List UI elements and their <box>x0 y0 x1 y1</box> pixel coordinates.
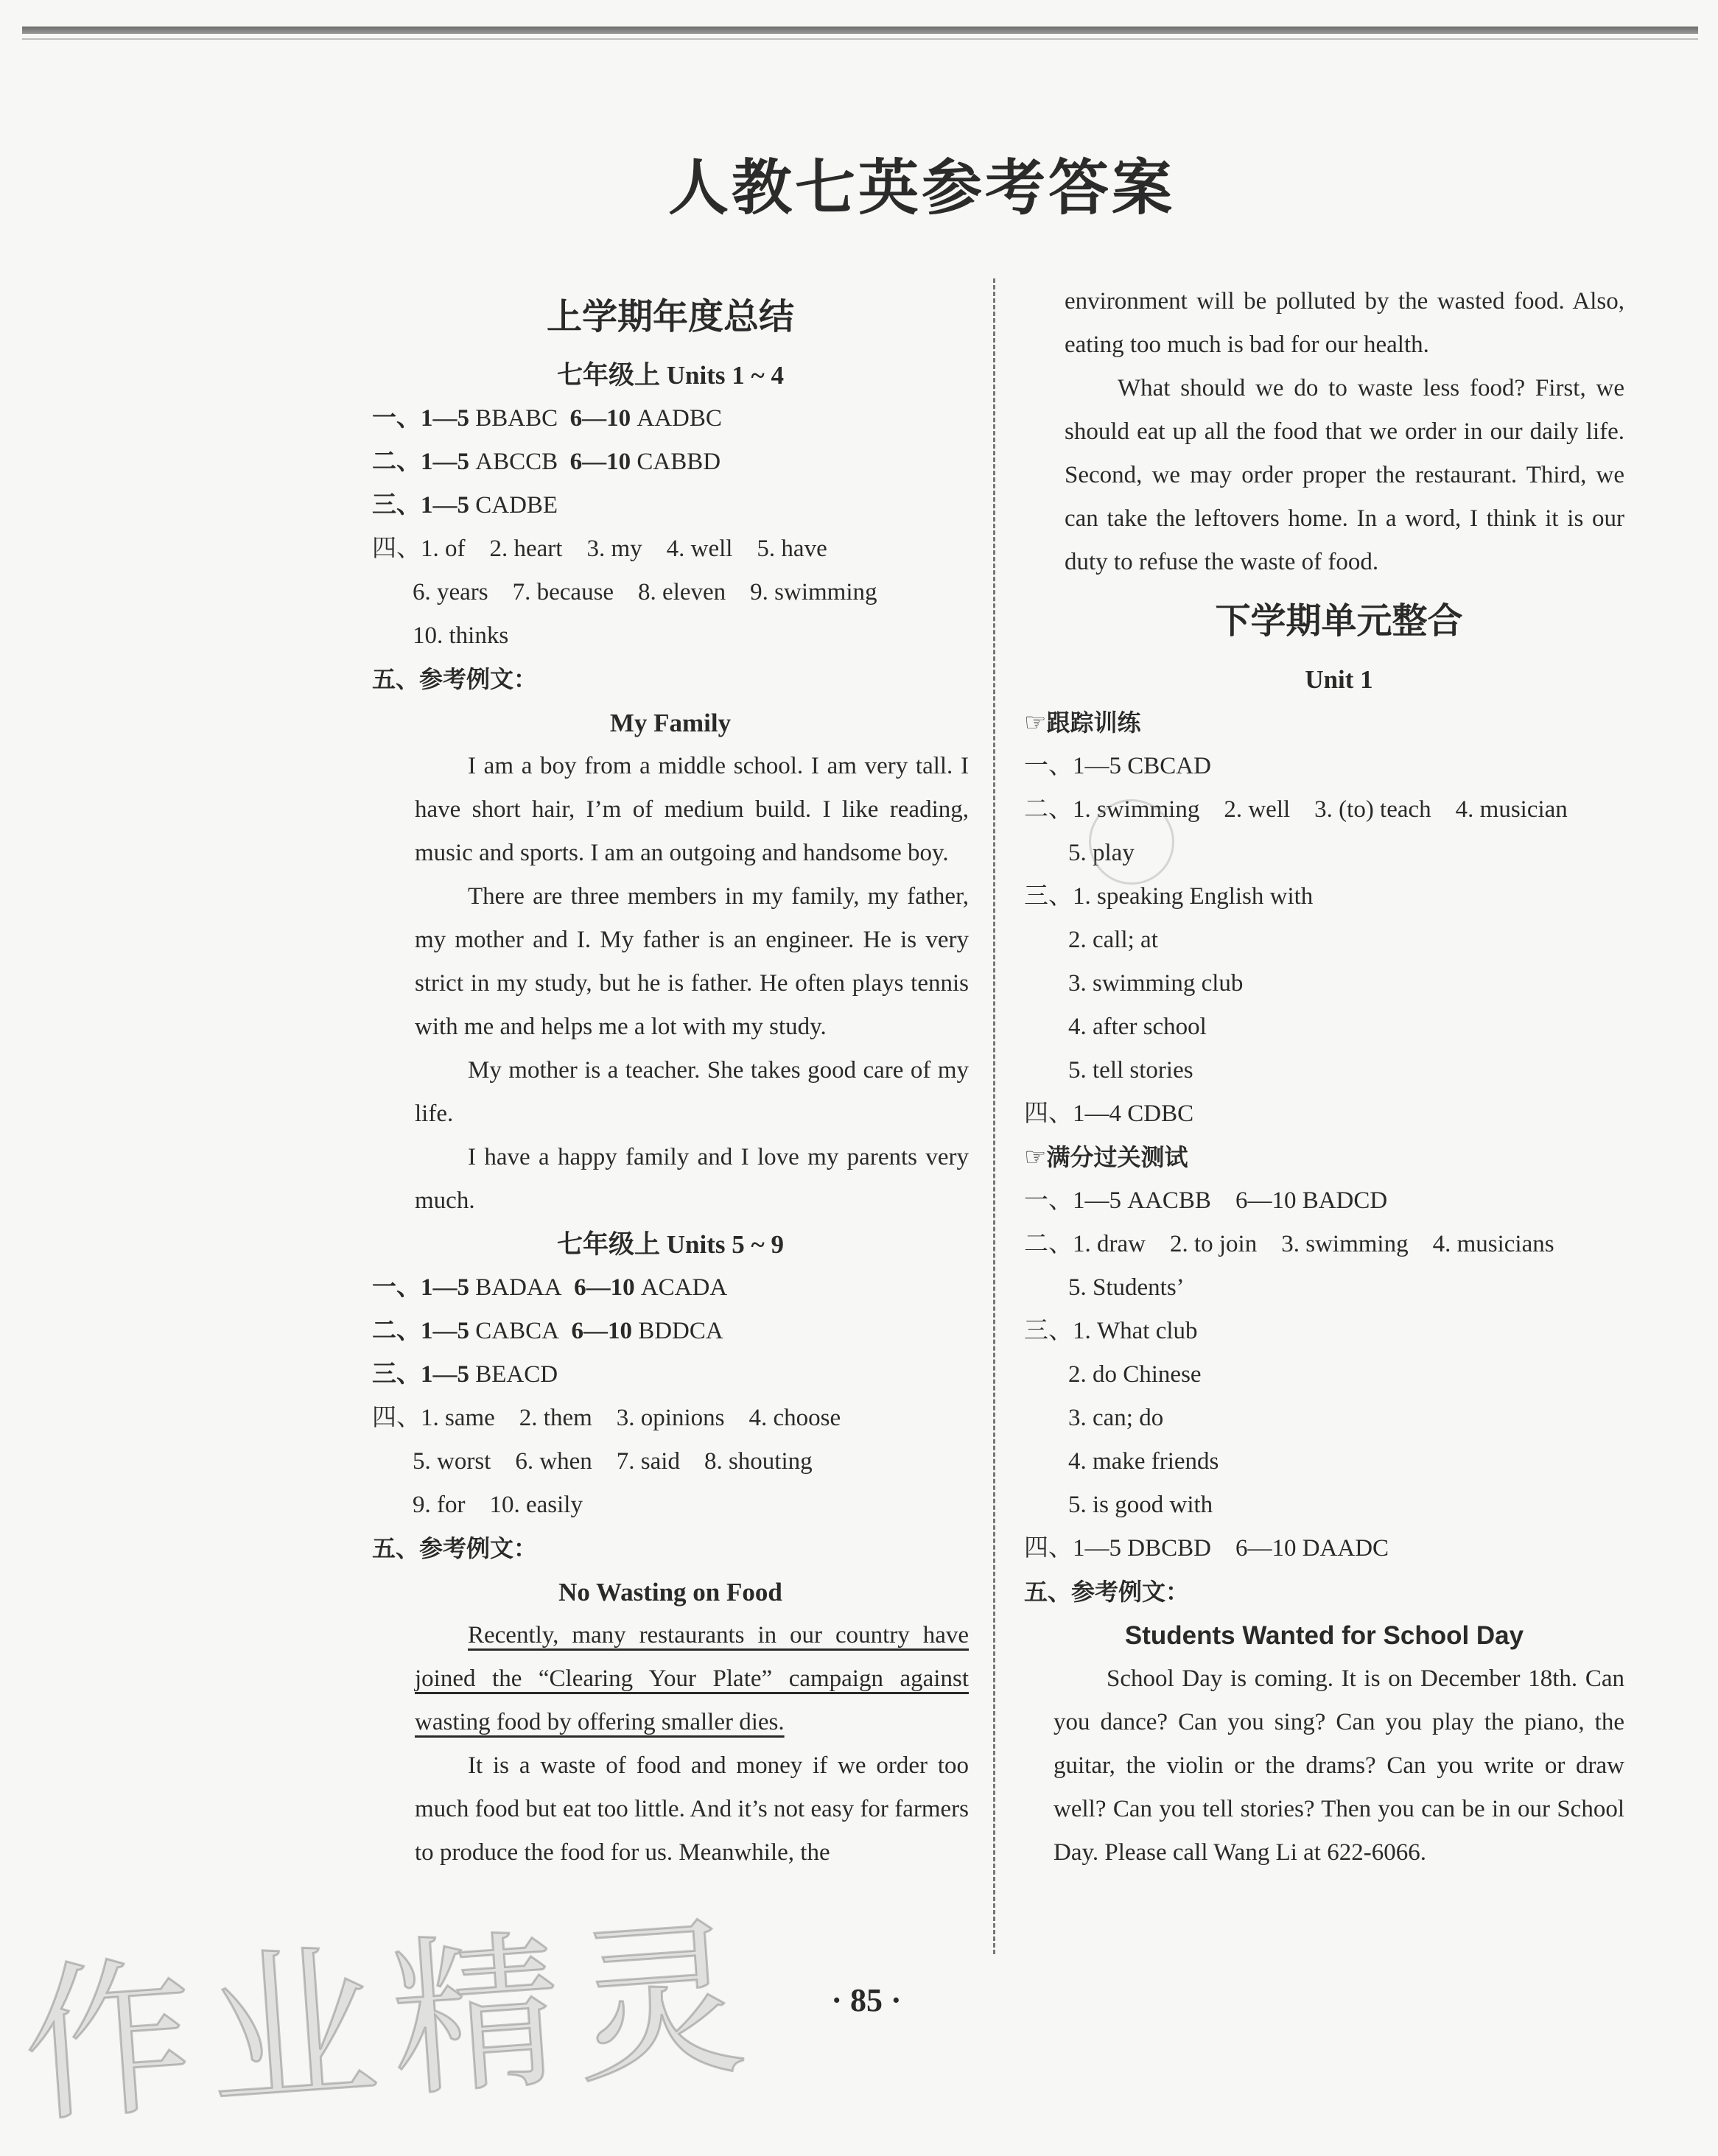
answer-line: 三、1. What club <box>1024 1318 1198 1344</box>
essay-paragraph: I am a boy from a middle school. I am very tall. I have short hair, I’m of medium build. I like reading, music and sports. I am an outgoing and handsome boy. <box>415 753 969 866</box>
answer-line: 三、1—5 BEACD <box>372 1361 558 1388</box>
essay-title-my-family: My Family <box>609 709 732 737</box>
answer-line: 一、1—5 BBABC 6—10 AADBC <box>372 405 722 432</box>
answer-line: 5. is good with <box>1068 1492 1213 1518</box>
pointing-hand-icon: ☞ <box>1024 1142 1047 1172</box>
essay-body <box>1024 1657 1624 1875</box>
essay-label: 五、参考例文： <box>1024 1578 1190 1606</box>
answer-line: 2. do Chinese <box>1068 1361 1202 1388</box>
answer-line: 5. worst 6. when 7. said 8. shouting <box>413 1448 813 1475</box>
column-divider <box>993 278 995 1954</box>
answer-line: 一、1—5 AACBB 6—10 BADCD <box>1024 1187 1388 1214</box>
page-number: · 85 · <box>831 1982 902 2018</box>
unit-title-unit-1: Unit 1 <box>1305 665 1373 694</box>
answer-line: 三、1—5 CADBE <box>372 492 558 519</box>
watermark: 作业精灵 <box>17 1899 766 2147</box>
answer-line: 5. tell stories <box>1068 1057 1193 1084</box>
essay-body <box>1024 280 1624 584</box>
essay-paragraph: What should we do to waste less food? First, we should eat up all the food that we order in our daily life. Second, we may order proper the restaurant. Third, we can take the leftovers home. In a word, I think it is our duty to refuse the waste of food. <box>1065 375 1624 575</box>
essay-title-school-day: Students Wanted for School Day <box>1124 1621 1524 1650</box>
answer-line: 三、1. speaking English with <box>1024 883 1314 910</box>
left-column <box>372 280 969 1875</box>
answer-line: 9. for 10. easily <box>413 1492 583 1518</box>
essay-paragraph: I have a happy family and I love my parents very much. <box>415 1144 969 1214</box>
answer-line: 四、1—5 DBCBD 6—10 DAADC <box>1024 1535 1389 1562</box>
essay-paragraph: School Day is coming. It is on December 18th. Can you dance? Can you sing? Can you play the piano, the guitar, the violin or the drams? Can you write or draw well? Can you tell stories? Then you can be in our School Day. Please call Wang Li at 622-6066. <box>1053 1665 1624 1866</box>
answer-line: 10. thinks <box>413 622 509 649</box>
essay-paragraph-underlined: Recently, many restaurants in our country have joined the “Clearing Your Plate” campaign against wasting food by offering smaller dies. <box>415 1622 969 1735</box>
answer-line: 四、1—4 CDBC <box>1024 1100 1194 1127</box>
answer-line: 一、1—5 CBCAD <box>1024 753 1211 779</box>
section-title-first-term: 上学期年度总结 <box>546 296 794 337</box>
essay-body <box>372 1614 969 1875</box>
answer-line: 6. years 7. because 8. eleven 9. swimming <box>413 579 877 605</box>
answer-line: 二、1. swimming 2. well 3. (to) teach 4. musician <box>1024 796 1568 823</box>
answer-line: 3. swimming club <box>1068 970 1244 997</box>
answer-line: 3. can; do <box>1068 1405 1164 1431</box>
answer-line: 4. make friends <box>1068 1448 1219 1475</box>
answer-line: 四、1. of 2. heart 3. my 4. well 5. have <box>372 536 827 562</box>
answer-line: 5. Students’ <box>1068 1274 1185 1301</box>
answer-line: 一、1—5 BADAA 6—10 ACADA <box>372 1274 728 1301</box>
answer-line: 4. after school <box>1068 1014 1207 1040</box>
essay-label: 五、参考例文： <box>372 665 538 693</box>
section-title-second-term: 下学期单元整合 <box>1215 600 1463 642</box>
essay-paragraph: There are three members in my family, my father, my mother and I. My father is an engineer. He is very strict in my study, but he is father. He often plays tennis with me and helps me a lot with my study. <box>415 883 969 1040</box>
answer-line: 2. call; at <box>1068 927 1158 953</box>
essay-paragraph: It is a waste of food and money if we order too much food but eat too little. And it’s not easy for farmers to produce the food for us. Meanwhile, the <box>415 1752 969 1866</box>
top-rule <box>22 27 1698 34</box>
right-column <box>1024 280 1624 1875</box>
answer-line: 二、1. draw 2. to join 3. swimming 4. musicians <box>1024 1231 1554 1257</box>
page-title: 人教七英参考答案 <box>667 152 1175 223</box>
answer-line: 二、1—5 ABCCB 6—10 CABBD <box>372 449 721 475</box>
essay-body <box>372 745 969 1223</box>
essay-label: 五、参考例文： <box>372 1534 538 1562</box>
pointing-hand-icon: ☞ <box>1024 708 1047 737</box>
answer-line: 5. play <box>1068 840 1135 866</box>
unit-title-5-9: 七年级上 Units 5 ~ 9 <box>557 1230 784 1259</box>
faint-stamp <box>1089 799 1174 885</box>
answer-line: 二、1—5 CABCA 6—10 BDDCA <box>372 1318 723 1344</box>
top-rule-thin <box>22 38 1698 40</box>
track-training-label: ☞跟踪训练 <box>1024 708 1141 737</box>
essay-title-no-wasting: No Wasting on Food <box>558 1578 782 1607</box>
unit-title-1-4: 七年级上 Units 1 ~ 4 <box>557 361 784 390</box>
essay-paragraph: environment will be polluted by the wasted food. Also, eating too much is bad for our health. <box>1065 288 1624 358</box>
essay-paragraph: My mother is a teacher. She takes good care of my life. <box>415 1057 969 1127</box>
full-marks-test-label: ☞满分过关测试 <box>1024 1142 1188 1172</box>
answer-line: 四、1. same 2. them 3. opinions 4. choose <box>372 1405 841 1431</box>
